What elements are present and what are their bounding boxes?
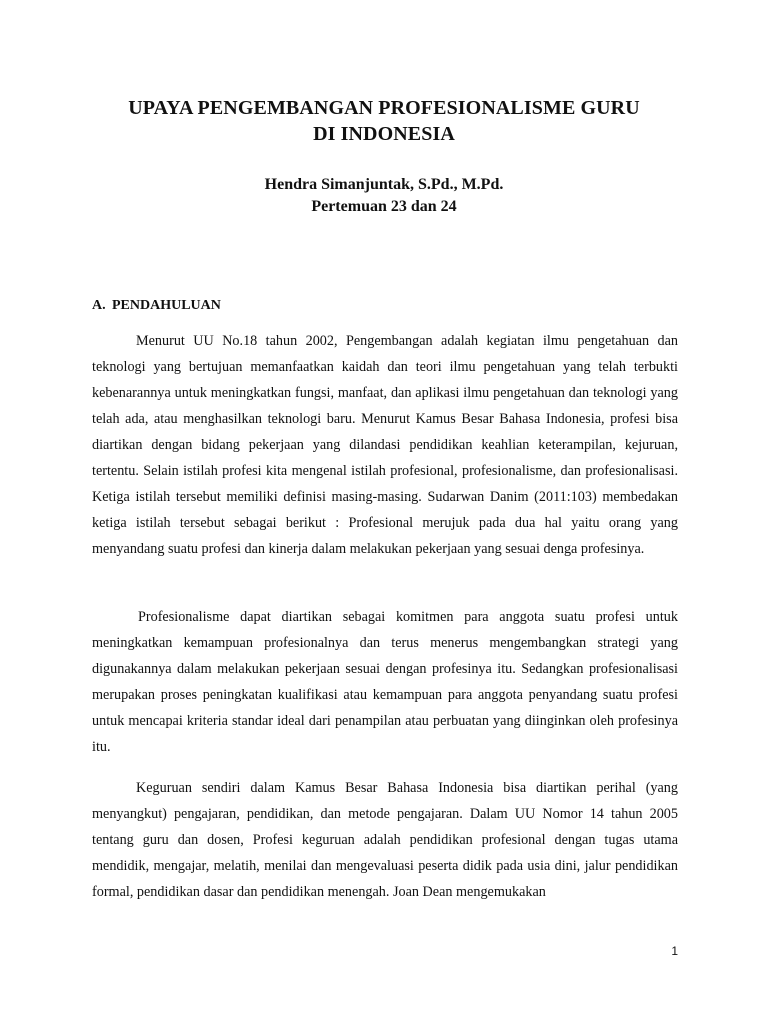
section-heading bbox=[92, 296, 221, 316]
author-name: Hendra Simanjuntak, S.Pd., M.Pd. bbox=[264, 176, 504, 193]
session-label: Pertemuan 23 dan 24 bbox=[311, 198, 457, 215]
title-line-1: UPAYA PENGEMBANGAN PROFESIONALISME GURU bbox=[128, 97, 640, 119]
page-number: 1 bbox=[671, 944, 678, 958]
author-block bbox=[0, 174, 768, 218]
section-number: A. bbox=[92, 298, 106, 313]
paragraph-1 bbox=[92, 328, 678, 562]
paragraph-3 bbox=[92, 775, 678, 905]
paragraph-text: Keguruan sendiri dalam Kamus Besar Bahasa Indonesia bisa diartikan perihal (yang menyangkut) pengajaran, pendidikan, dan metode pengajaran. Dalam UU Nomor 14 tahun 2005 tentang guru dan dosen, Profesi keguruan adalah pendidikan profesional dengan tugas utama mendidik, mengajar, melatih, menilai dan mengevaluasi peserta didik pada usia dini, jalur pendidikan formal, pendidikan dasar dan pendidikan menengah. Joan Dean mengemukakan bbox=[92, 780, 678, 900]
title-line-2: DI INDONESIA bbox=[313, 123, 455, 145]
paragraph-text: Menurut UU No.18 tahun 2002, Pengembangan adalah kegiatan ilmu pengetahuan dan teknologi yang bertujuan memanfaatkan kaidah dan teori ilmu pengetahuan yang telah terbukti kebenarannya untuk meningkatkan fungsi, manfaat, dan aplikasi ilmu pengetahuan dan teknologi yang telah ada, atau menghasilkan teknologi baru. Menurut Kamus Besar Bahasa Indonesia, profesi bisa diartikan dengan bidang pekerjaan yang dilandasi pendidikan keahlian keterampilan, kejuruan, tertentu. Selain istilah profesi kita mengenal istilah profesional, profesionalisme, dan profesionalisasi. Ketiga istilah tersebut memiliki definisi masing-masing. Sudarwan Danim (2011:103) membedakan ketiga istilah tersebut sebagai berikut : Profesional merujuk pada dua hal yaitu orang yang menyandang suatu profesi dan kinerja dalam melakukan pekerjaan yang sesuai denga profesinya. bbox=[92, 333, 678, 557]
document-title bbox=[0, 95, 768, 147]
section-title: PENDAHULUAN bbox=[112, 298, 221, 313]
paragraph-2 bbox=[92, 604, 678, 760]
paragraph-text: Profesionalisme dapat diartikan sebagai komitmen para anggota suatu profesi untuk meningkatkan kemampuan profesionalnya dan terus menerus mengembangkan strategi yang digunakannya dalam melakukan pekerjaan sesuai dengan profesinya itu. Sedangkan profesionalisasi merupakan proses peningkatan kualifikasi atau kemampuan para anggota penyandang suatu profesi untuk mencapai kriteria standar ideal dari penampilan atau perbuatan yang diinginkan oleh profesinya itu. bbox=[92, 609, 678, 755]
